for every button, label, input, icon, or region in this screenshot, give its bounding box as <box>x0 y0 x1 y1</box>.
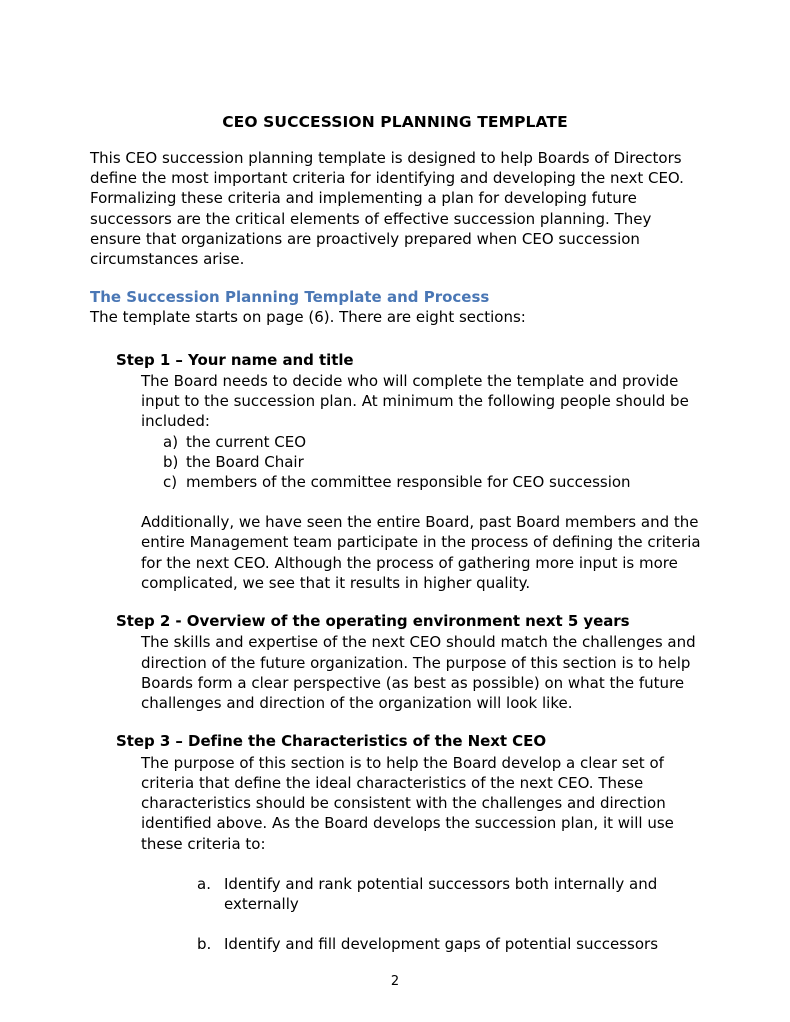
step-1-body: The Board needs to decide who will complete the template and provide input to the succession plan. At minimum the following people should be included: <box>141 372 689 431</box>
step-2-title: Step 2 - Overview of the operating environment next 5 years <box>116 612 630 631</box>
list-item <box>163 472 702 492</box>
step-1-list <box>116 432 702 493</box>
step-3-list <box>116 874 702 955</box>
step-3-title: Step 3 – Define the Characteristics of the Next CEO <box>116 732 547 751</box>
step-2-body: The skills and expertise of the next CEO should match the challenges and direction of the future organization. The purpose of this section is to help Boards form a clear perspective (as best as possible) on what the future challenges and direction of the organization will look like. <box>141 633 696 713</box>
list-marker: a) <box>163 432 179 451</box>
list-item <box>197 934 702 954</box>
page-title: CEO SUCCESSION PLANNING TEMPLATE <box>222 113 568 131</box>
list-item <box>163 452 702 472</box>
list-marker: a. <box>197 874 211 893</box>
step-1-title: Step 1 – Your name and title <box>116 350 354 369</box>
list-item <box>197 874 702 914</box>
step-1-closing-paragraph: Additionally, we have seen the entire Board, past Board members and the entire Management team participate in the process of defining the criteria for the next CEO. Although the process of gathering more input is more complicated, we see that it results in higher quality. <box>141 513 701 592</box>
document-body <box>90 148 702 954</box>
list-marker: c) <box>163 473 178 492</box>
section-heading-succession-template-process: The Succession Planning Template and Process <box>90 288 490 307</box>
list-item <box>163 432 702 452</box>
list-item-label: Identify and rank potential successors both internally and externally <box>224 874 658 913</box>
list-item-label: the Board Chair <box>186 452 304 471</box>
step-block-2 <box>90 611 702 713</box>
intro-paragraph: This CEO succession planning template is designed to help Boards of Directors define the most important criteria for identifying and developing the next CEO. Formalizing these criteria and implementing a plan for developing future successors are the critical elements of effective succession planning. They ensure that organizations are proactively prepared when CEO succession circumstances arise. <box>90 149 684 269</box>
step-block-1 <box>90 350 702 593</box>
step-3-body: The purpose of this section is to help the Board develop a clear set of criteria that define the ideal characteristics of the next CEO. These characteristics should be consistent with the challenges and direction identified above. As the Board develops the succession plan, it will use these criteria to: <box>141 753 674 853</box>
list-item-label: the current CEO <box>186 432 307 451</box>
page-number: 2 <box>390 974 400 989</box>
list-marker: b. <box>197 935 212 954</box>
section-lead-text: The template starts on page (6). There are eight sections: <box>90 308 526 327</box>
step-block-3 <box>90 731 702 954</box>
list-item-label: Identify and fill development gaps of potential successors <box>224 935 659 954</box>
list-marker: b) <box>163 452 179 471</box>
list-item-label: members of the committee responsible for CEO succession <box>186 473 631 492</box>
